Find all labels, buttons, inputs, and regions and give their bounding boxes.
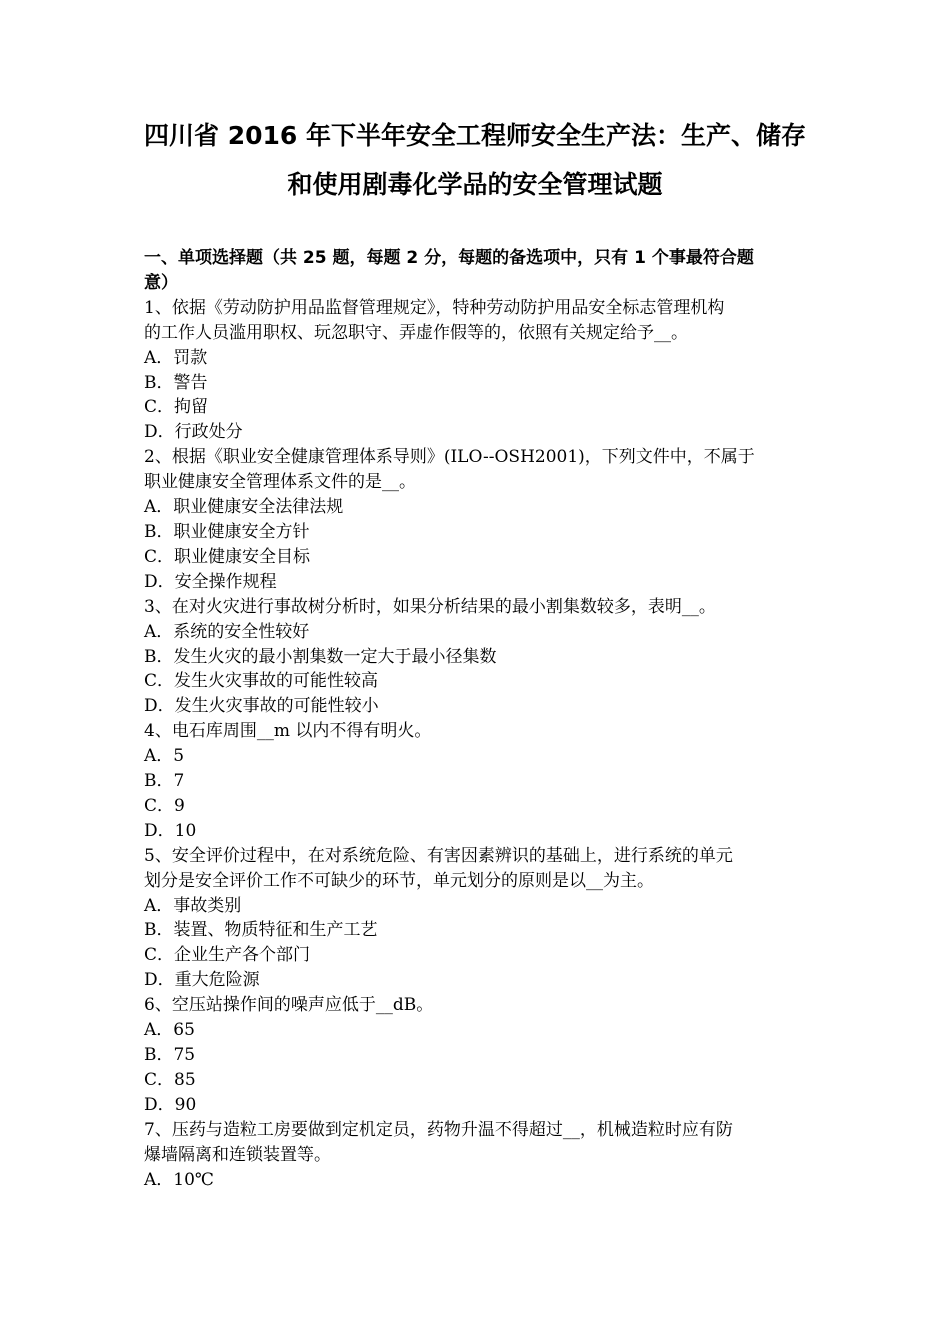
document-title-line-1: 四川省 2016 年下半年安全工程师安全生产法：生产、储存 bbox=[144, 121, 806, 150]
answer-option: B．75 bbox=[144, 1045, 196, 1065]
section-heading-line-2: 意） bbox=[144, 272, 178, 293]
question-stem: 职业健康安全管理体系文件的是__。 bbox=[144, 472, 416, 493]
answer-option: B．装置、物质特征和生产工艺 bbox=[144, 920, 378, 941]
answer-option: D．重大危险源 bbox=[144, 970, 260, 991]
question-stem: 爆墙隔离和连锁装置等。 bbox=[144, 1144, 331, 1165]
answer-option: A．5 bbox=[144, 746, 185, 767]
answer-option: D．90 bbox=[144, 1094, 197, 1115]
answer-option: B．7 bbox=[144, 771, 185, 792]
question-stem: 2、根据《职业安全健康管理体系导则》(ILO--OSH2001)，下列文件中，不属于 bbox=[144, 447, 755, 468]
answer-option: D．10 bbox=[144, 820, 197, 841]
question-stem: 5、安全评价过程中，在对系统危险、有害因素辨识的基础上，进行系统的单元 bbox=[144, 845, 733, 866]
question-stem: 7、压药与造粒工房要做到定机定员，药物升温不得超过__，机械造粒时应有防 bbox=[144, 1119, 733, 1140]
answer-option: C．企业生产各个部门 bbox=[144, 945, 311, 966]
answer-option: B．职业健康安全方针 bbox=[144, 521, 310, 542]
question-stem: 4、电石库周围__m 以内不得有明火。 bbox=[144, 721, 432, 742]
answer-option: C．拘留 bbox=[144, 397, 209, 418]
answer-option: D．安全操作规程 bbox=[144, 571, 277, 592]
question-stem: 1、依据《劳动防护用品监督管理规定》，特种劳动防护用品安全标志管理机构 bbox=[144, 297, 725, 318]
answer-option: B．发生火灾的最小割集数一定大于最小径集数 bbox=[144, 646, 497, 667]
question-stem: 划分是安全评价工作不可缺少的环节，单元划分的原则是以__为主。 bbox=[144, 870, 654, 891]
question-stem: 的工作人员滥用职权、玩忽职守、弄虚作假等的，依照有关规定给予__。 bbox=[144, 322, 688, 343]
answer-option: C．85 bbox=[144, 1069, 196, 1090]
question-stem: 3、在对火灾进行事故树分析时，如果分析结果的最小割集数较多，表明__。 bbox=[144, 596, 716, 617]
answer-option: D．发生火灾事故的可能性较小 bbox=[144, 696, 379, 717]
answer-option: C．职业健康安全目标 bbox=[144, 546, 311, 567]
answer-option: C．9 bbox=[144, 795, 185, 816]
answer-option: A．65 bbox=[144, 1020, 195, 1041]
answer-option: A．10℃ bbox=[144, 1169, 214, 1190]
answer-option: D．行政处分 bbox=[144, 422, 243, 443]
answer-option: B．警告 bbox=[144, 372, 208, 393]
answer-option: A．事故类别 bbox=[144, 895, 242, 916]
question-stem: 6、空压站操作间的噪声应低于__dB。 bbox=[144, 995, 434, 1016]
answer-option: A．系统的安全性较好 bbox=[144, 621, 310, 642]
answer-option: A．罚款 bbox=[144, 347, 208, 368]
answer-option: C．发生火灾事故的可能性较高 bbox=[144, 671, 379, 692]
answer-option: A．职业健康安全法律法规 bbox=[144, 497, 344, 518]
document-title-line-2: 和使用剧毒化学品的安全管理试题 bbox=[287, 170, 663, 199]
section-heading-line-1: 一、单项选择题（共 25 题，每题 2 分，每题的备选项中，只有 1 个事最符合题 bbox=[144, 248, 754, 268]
question-list bbox=[144, 246, 808, 1192]
